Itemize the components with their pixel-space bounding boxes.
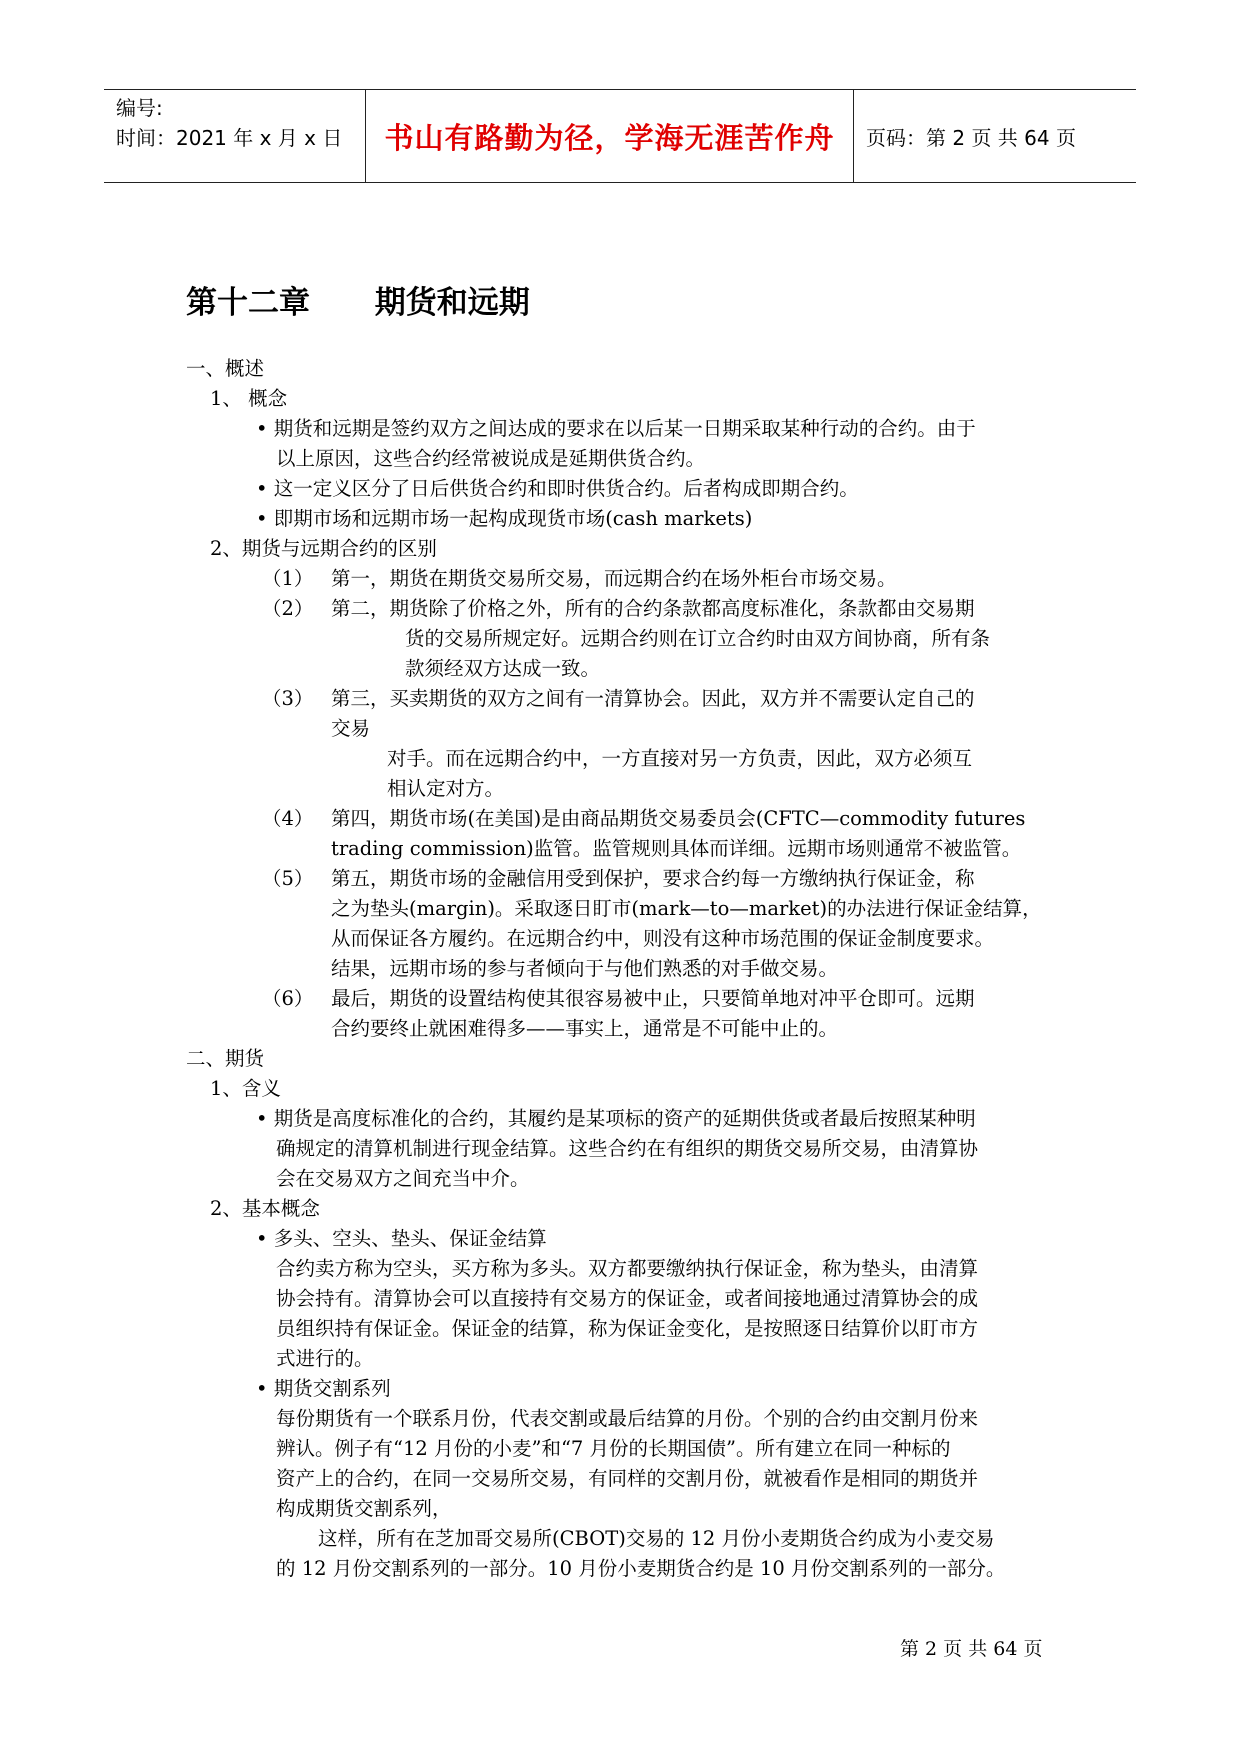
item-number: （1）: [262, 567, 314, 590]
text-line: 款须经双方达成一致。: [405, 657, 601, 680]
item-number: （2）: [262, 597, 314, 620]
section-heading: 一、概述: [186, 357, 265, 380]
section-heading: 二、期货: [186, 1047, 265, 1070]
text-line: 每份期货有一个联系月份，代表交割或最后结算的月份。个别的合约由交割月份来: [276, 1407, 979, 1430]
text-line: trading commission)监管。监管规则具体而详细。远期市场则通常不被监管。: [331, 837, 1022, 860]
text-line: 货的交易所规定好。远期合约则在订立合约时由双方间协商，所有条: [405, 627, 991, 650]
item-number: （3）: [262, 687, 314, 710]
header-left-cell: [104, 90, 366, 182]
bullet-line: • 期货交割系列: [256, 1377, 391, 1400]
bullet-line: • 即期市场和远期市场一起构成现货市场(cash markets): [256, 507, 753, 530]
page-footer: 第 2 页 共 64 页: [900, 1638, 1043, 1660]
text-line: 这样，所有在芝加哥交易所(CBOT)交易的 12 月份小麦期货合约成为小麦交易: [318, 1527, 995, 1550]
subsection-heading: 2、期货与远期合约的区别: [210, 537, 437, 560]
time-label: 时间：2021 年 x 月 x 日: [116, 126, 343, 150]
text-line: 第二，期货除了价格之外，所有的合约条款都高度标准化，条款都由交易期: [331, 597, 975, 620]
text-line: 最后，期货的设置结构使其很容易被中止，只要简单地对冲平仓即可。远期: [331, 987, 975, 1010]
subsection-heading: 2、基本概念: [210, 1197, 320, 1220]
subsection-heading: 1、 概念: [210, 387, 288, 410]
text-line: 对手。而在远期合约中，一方直接对另一方负责，因此，双方必须互: [387, 747, 973, 770]
motto: 书山有路勤为径，学海无涯苦作舟: [366, 90, 854, 182]
chapter-title: 第十二章 期货和远期: [186, 285, 530, 321]
bullet-line: • 期货是高度标准化的合约，其履约是某项标的资产的延期供货或者最后按照某种明: [256, 1107, 976, 1130]
item-number: （6）: [262, 987, 314, 1010]
text-line: 协会持有。清算协会可以直接持有交易方的保证金，或者间接地通过清算协会的成: [276, 1287, 979, 1310]
bullet-line: • 多头、空头、垫头、保证金结算: [256, 1227, 547, 1250]
text-line: 资产上的合约，在同一交易所交易，有同样的交割月份，就被看作是相同的期货并: [276, 1467, 979, 1490]
header-table: [104, 89, 1136, 183]
page-label: 页码：第 2 页 共 64 页: [866, 125, 1076, 150]
text-line: 以上原因，这些合约经常被说成是延期供货合约。: [276, 447, 706, 470]
text-line: 合约卖方称为空头，买方称为多头。双方都要缴纳执行保证金，称为垫头，由清算: [276, 1257, 979, 1280]
text-line: 合约要终止就困难得多——事实上，通常是不可能中止的。: [331, 1017, 839, 1040]
number-label: 编号:: [116, 96, 163, 120]
bullet-line: • 期货和远期是签约双方之间达成的要求在以后某一日期采取某种行动的合约。由于: [256, 417, 976, 440]
item-number: （5）: [262, 867, 314, 890]
text-line: 第三，买卖期货的双方之间有一清算协会。因此，双方并不需要认定自己的: [331, 687, 975, 710]
text-line: 之为垫头(margin)。采取逐日盯市(mark—to—market)的办法进行保证金结算，: [331, 897, 1042, 920]
text-line: 员组织持有保证金。保证金的结算，称为保证金变化，是按照逐日结算价以盯市方: [276, 1317, 979, 1340]
item-number: （4）: [262, 807, 314, 830]
text-line: 确规定的清算机制进行现金结算。这些合约在有组织的期货交易所交易，由清算协: [276, 1137, 979, 1160]
text-line: 第一，期货在期货交易所交易，而远期合约在场外柜台市场交易。: [331, 567, 897, 590]
subsection-heading: 1、含义: [210, 1077, 281, 1100]
text-line: 交易: [331, 717, 371, 740]
text-line: 会在交易双方之间充当中介。: [276, 1167, 530, 1190]
text-line: 相认定对方。: [387, 777, 505, 800]
text-line: 式进行的。: [276, 1347, 374, 1370]
text-line: 的 12 月份交割系列的一部分。10 月份小麦期货合约是 10 月份交割系列的一部分。: [276, 1557, 1006, 1580]
text-line: 第五，期货市场的金融信用受到保护，要求合约每一方缴纳执行保证金，称: [331, 867, 975, 890]
text-line: 从而保证各方履约。在远期合约中，则没有这种市场范围的保证金制度要求。: [331, 927, 995, 950]
text-line: 构成期货交割系列，: [276, 1497, 452, 1520]
text-line: 结果，远期市场的参与者倾向于与他们熟悉的对手做交易。: [331, 957, 839, 980]
bullet-line: • 这一定义区分了日后供货合约和即时供货合约。后者构成即期合约。: [256, 477, 859, 500]
text-line: 辨认。例子有“12 月份的小麦”和“7 月份的长期国债”。所有建立在同一种标的: [276, 1437, 951, 1460]
text-line: 第四，期货市场(在美国)是由商品期货交易委员会(CFTC—commodity futures: [331, 807, 1026, 830]
